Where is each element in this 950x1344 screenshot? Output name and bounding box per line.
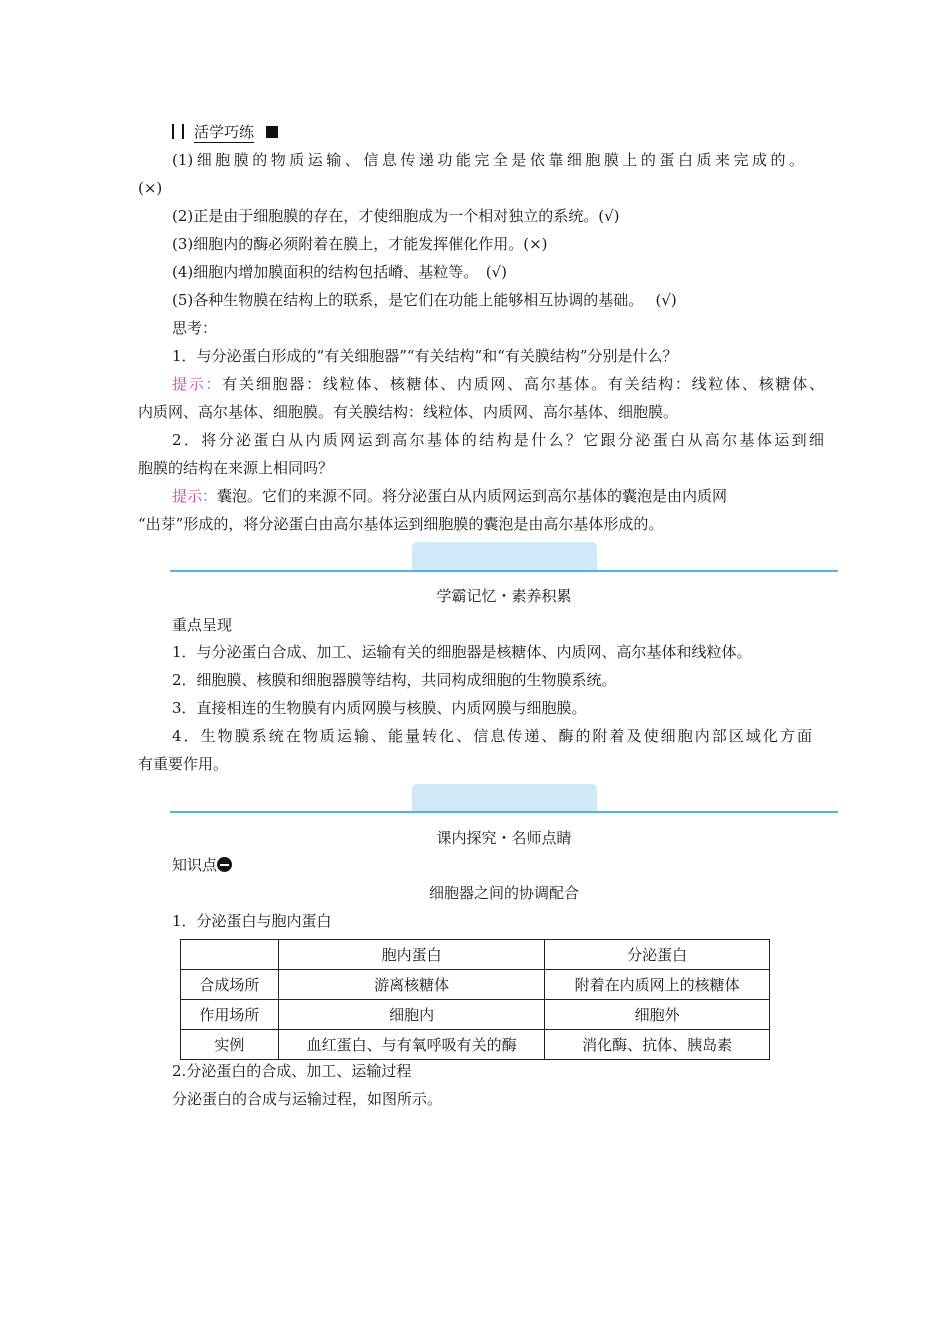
practice-item-3: (3)细胞内的酶必须附着在膜上，才能发挥催化作用。(×) bbox=[172, 235, 548, 253]
hint-label: 提示： bbox=[172, 375, 223, 393]
memory-title: 学霸记忆・素养积累 bbox=[436, 587, 572, 605]
protein-comparison-table bbox=[180, 939, 770, 1060]
section-divider bbox=[170, 570, 838, 572]
section-tab bbox=[412, 784, 597, 812]
table-cell: 附着在内质网上的核糖体 bbox=[545, 970, 770, 1000]
table-row bbox=[181, 1030, 770, 1060]
subsection-2-text: 分泌蛋白的合成与运输过程，如图所示。 bbox=[172, 1090, 443, 1108]
memory-point-4-line1: 4．生物膜系统在物质运输、能量转化、信息传递、酶的附着及使细胞内部区域化方面 bbox=[172, 727, 812, 745]
section-divider bbox=[170, 811, 838, 813]
thinking-question-2-line1: 2．将分泌蛋白从内质网运到高尔基体的结构是什么？它跟分泌蛋白从高尔基体运到细 bbox=[172, 431, 824, 449]
practice-item-2: (2)正是由于细胞膜的存在，才使细胞成为一个相对独立的系统。(√) bbox=[172, 207, 620, 225]
subsection-1: 1．分泌蛋白与胞内蛋白 bbox=[172, 912, 332, 930]
table-cell: 合成场所 bbox=[181, 970, 279, 1000]
table-cell: 分泌蛋白 bbox=[545, 940, 770, 970]
practice-item-1: (1)细胞膜的物质运输、信息传递功能完全是依靠细胞膜上的蛋白质来完成的。 bbox=[172, 151, 804, 169]
table-row bbox=[181, 1000, 770, 1030]
hint-label: 提示： bbox=[172, 487, 218, 505]
table-cell: 游离核糖体 bbox=[278, 970, 545, 1000]
thinking-label: 思考： bbox=[172, 319, 218, 337]
thinking-question-1: 1．与分泌蛋白形成的“有关细胞器”“有关结构”和“有关膜结构”分别是什么？ bbox=[172, 347, 678, 365]
practice-item-5: (5)各种生物膜在结构上的联系，是它们在功能上能够相互协调的基础。 (√) bbox=[172, 291, 677, 309]
memory-subhead: 重点呈现 bbox=[172, 616, 233, 634]
thinking-answer-2-line1: 提示：囊泡。它们的来源不同。将分泌蛋白从内质网运到高尔基体的囊泡是由内质网 bbox=[172, 487, 728, 505]
table-cell bbox=[181, 940, 279, 970]
thinking-answer-2-line2: “出芽”形成的，将分泌蛋白由高尔基体运到细胞膜的囊泡是由高尔基体形成的。 bbox=[138, 515, 664, 533]
memory-point-2: 2．细胞膜、核膜和细胞器膜等结构，共同构成细胞的生物膜系统。 bbox=[172, 671, 617, 689]
knowledge-point-title: 细胞器之间的协调配合 bbox=[428, 884, 579, 902]
table-cell: 消化酶、抗体、胰岛素 bbox=[545, 1030, 770, 1060]
thinking-answer-1-line2: 内质网、高尔基体、细胞膜。有关膜结构：线粒体、内质网、高尔基体、细胞膜。 bbox=[138, 403, 679, 421]
practice-item-1-cont: (×) bbox=[138, 179, 163, 197]
practice-heading-text: 活学巧练 bbox=[194, 123, 255, 141]
number-one-badge-icon bbox=[217, 857, 232, 872]
table-cell: 血红蛋白、与有氧呼吸有关的酶 bbox=[278, 1030, 545, 1060]
table-cell: 作用场所 bbox=[181, 1000, 279, 1030]
square-icon bbox=[266, 126, 278, 138]
practice-item-4: (4)细胞内增加膜面积的结构包括嵴、基粒等。 (√) bbox=[172, 263, 508, 281]
subsection-2: 2.分泌蛋白的合成、加工、运输过程 bbox=[172, 1062, 412, 1080]
table-header-row bbox=[181, 940, 770, 970]
practice-heading bbox=[172, 122, 278, 142]
bars-icon bbox=[172, 124, 188, 139]
table-cell: 细胞外 bbox=[545, 1000, 770, 1030]
memory-point-3: 3．直接相连的生物膜有内质网膜与核膜、内质网膜与细胞膜。 bbox=[172, 699, 587, 717]
knowledge-point-label: 知识点 bbox=[172, 855, 232, 875]
table-cell: 实例 bbox=[181, 1030, 279, 1060]
memory-point-4-line2: 有重要作用。 bbox=[138, 755, 229, 773]
table-cell: 细胞内 bbox=[278, 1000, 545, 1030]
table-row bbox=[181, 970, 770, 1000]
table-cell: 胞内蛋白 bbox=[278, 940, 545, 970]
section-tab bbox=[412, 542, 597, 570]
thinking-question-2-line2: 胞膜的结构在来源上相同吗？ bbox=[138, 459, 334, 477]
memory-point-1: 1．与分泌蛋白合成、加工、运输有关的细胞器是核糖体、内质网、高尔基体和线粒体。 bbox=[172, 643, 752, 661]
explore-title: 课内探究・名师点睛 bbox=[436, 829, 572, 847]
thinking-answer-1-line1: 提示：有关细胞器：线粒体、核糖体、内质网、高尔基体。有关结构：线粒体、核糖体、 bbox=[172, 375, 824, 393]
